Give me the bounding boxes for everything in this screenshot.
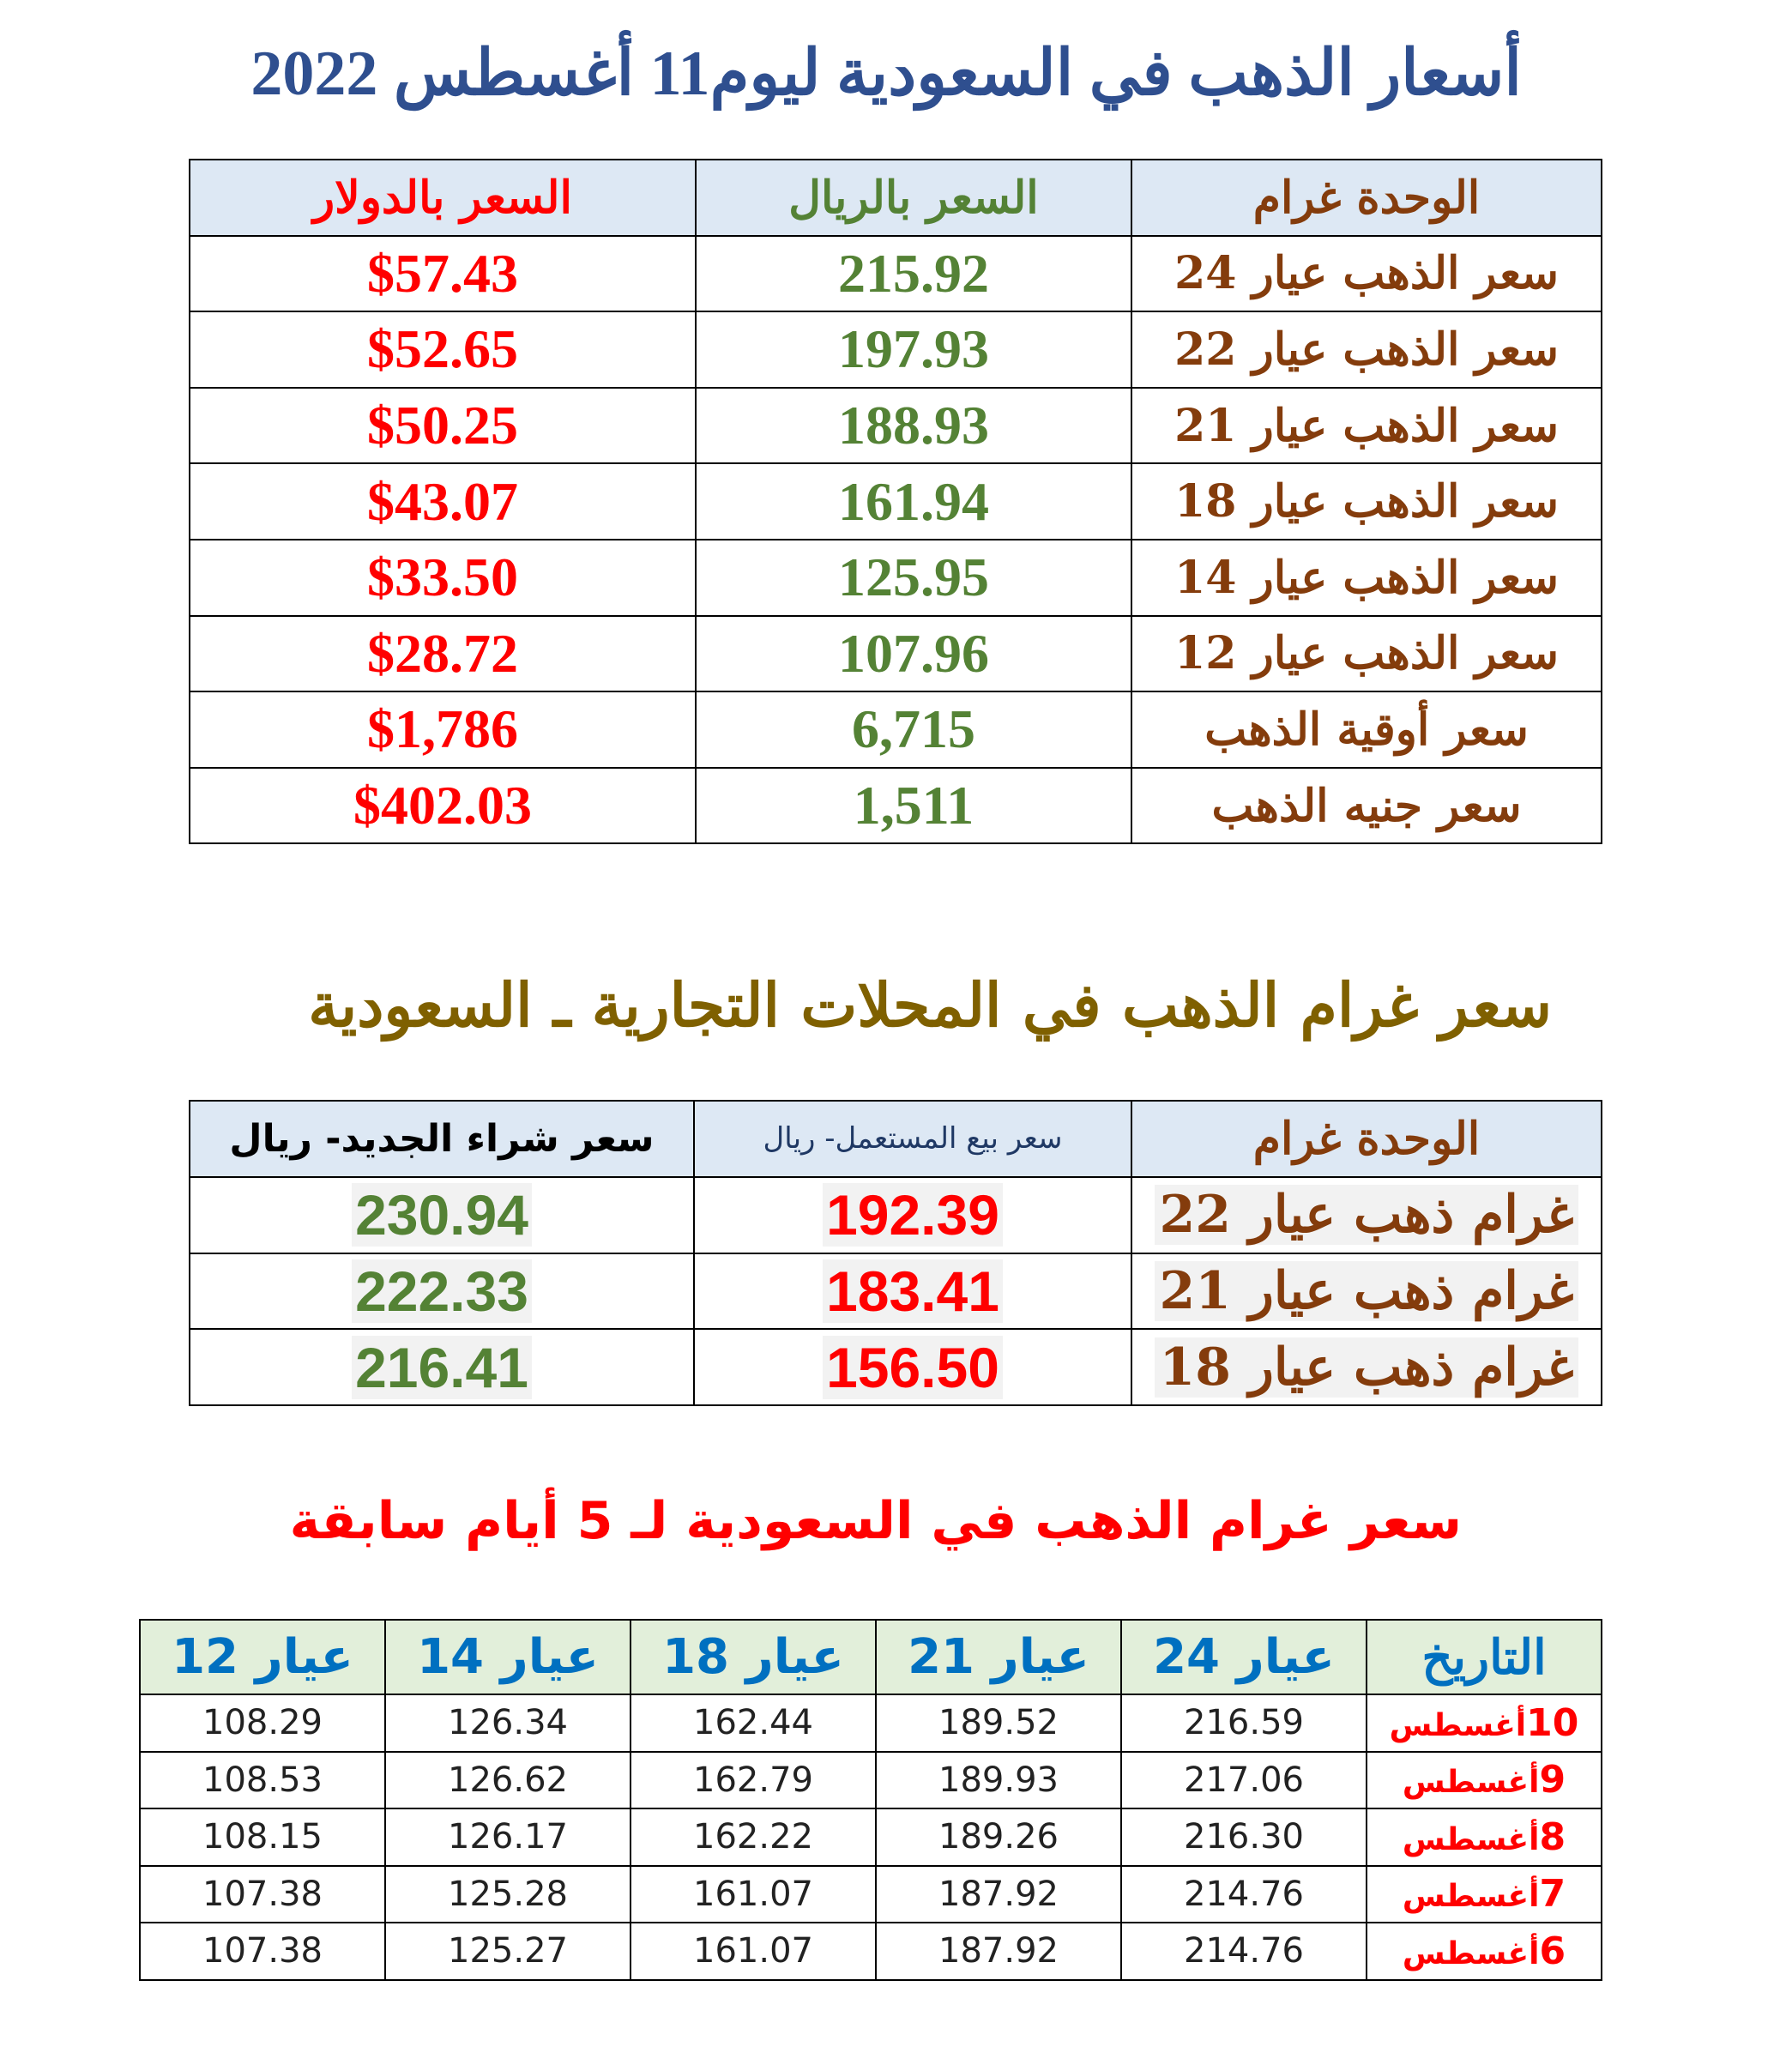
unit-cell: سعر الذهب عيار 24 <box>1131 236 1602 312</box>
date-cell <box>1367 1866 1602 1923</box>
column-header-k18: عيار 18 <box>631 1620 876 1694</box>
table-header-row <box>190 1101 1602 1177</box>
date-month: أغسطس <box>1402 1765 1540 1801</box>
column-header-k12: عيار 12 <box>140 1620 385 1694</box>
unit-cell <box>1131 1329 1602 1405</box>
column-header-unit: الوحدة غرام <box>1131 1101 1602 1177</box>
sar-price-cell: 6,715 <box>696 691 1131 768</box>
unit-cell: سعر الذهب عيار 14 <box>1131 540 1602 616</box>
unit-cell <box>1131 1177 1602 1253</box>
new-price-cell <box>190 1329 694 1405</box>
date-cell <box>1367 1923 1602 1980</box>
k18-cell: 162.44 <box>631 1694 876 1752</box>
new-price: 230.94 <box>352 1183 532 1247</box>
usd-price-cell: $57.43 <box>190 236 696 312</box>
table-row <box>190 1329 1602 1405</box>
date-day: 6 <box>1539 1929 1566 1973</box>
k18-cell: 162.79 <box>631 1752 876 1809</box>
shops-section-title: سعر غرام الذهب في المحلات التجارية ـ السعودية <box>308 969 1552 1041</box>
page-title: أسعار الذهب في السعودية ليوم11 أغسطس 2022 <box>250 39 1522 109</box>
k21-cell: 189.93 <box>876 1752 1121 1809</box>
usd-price-cell: $33.50 <box>190 540 696 616</box>
column-header-sar: السعر بالريال <box>696 160 1131 236</box>
used-price-cell <box>694 1329 1131 1405</box>
column-header-k24: عيار 24 <box>1121 1620 1367 1694</box>
sar-price-cell: 125.95 <box>696 540 1131 616</box>
table-row <box>140 1694 1602 1752</box>
table-row <box>190 463 1602 540</box>
k14-cell: 125.28 <box>385 1866 631 1923</box>
k24-cell: 217.06 <box>1121 1752 1367 1809</box>
table-row <box>190 236 1602 312</box>
sar-price-cell: 107.96 <box>696 616 1131 692</box>
table-row <box>190 768 1602 844</box>
date-month: أغسطس <box>1402 1821 1540 1857</box>
k14-cell: 126.17 <box>385 1808 631 1866</box>
column-header-new-buy: سعر شراء الجديد- ريال <box>190 1101 694 1177</box>
unit-cell: سعر جنيه الذهب <box>1131 768 1602 844</box>
table-row <box>190 388 1602 464</box>
unit-cell: سعر الذهب عيار 12 <box>1131 616 1602 692</box>
sar-price-cell: 1,511 <box>696 768 1131 844</box>
used-price: 156.50 <box>823 1336 1003 1399</box>
k12-cell: 107.38 <box>140 1923 385 1980</box>
date-day: 8 <box>1539 1814 1566 1859</box>
table-row <box>140 1866 1602 1923</box>
k12-cell: 108.29 <box>140 1694 385 1752</box>
sar-price-cell: 188.93 <box>696 388 1131 464</box>
k24-cell: 216.59 <box>1121 1694 1367 1752</box>
k18-cell: 162.22 <box>631 1808 876 1866</box>
k18-cell: 161.07 <box>631 1866 876 1923</box>
unit-label: غرام ذهب عيار 22 <box>1155 1185 1579 1245</box>
k24-cell: 214.76 <box>1121 1923 1367 1980</box>
date-month: أغسطس <box>1402 1879 1540 1915</box>
unit-label: غرام ذهب عيار 18 <box>1155 1337 1579 1398</box>
date-month: أغسطس <box>1402 1935 1540 1971</box>
k12-cell: 108.53 <box>140 1752 385 1809</box>
used-price: 192.39 <box>823 1183 1003 1247</box>
k12-cell: 108.15 <box>140 1808 385 1866</box>
date-cell <box>1367 1808 1602 1866</box>
new-price-cell <box>190 1177 694 1253</box>
k21-cell: 187.92 <box>876 1866 1121 1923</box>
table-row <box>190 1253 1602 1330</box>
table-header-row <box>190 160 1602 236</box>
k24-cell: 214.76 <box>1121 1866 1367 1923</box>
unit-label: غرام ذهب عيار 21 <box>1155 1261 1579 1321</box>
used-price: 183.41 <box>823 1259 1003 1323</box>
table-row <box>140 1752 1602 1809</box>
table-row <box>140 1923 1602 1980</box>
table-header-row <box>140 1620 1602 1694</box>
table-row <box>190 311 1602 388</box>
sar-price-cell: 161.94 <box>696 463 1131 540</box>
date-day: 7 <box>1539 1872 1566 1917</box>
k21-cell: 187.92 <box>876 1923 1121 1980</box>
date-cell <box>1367 1752 1602 1809</box>
k12-cell: 107.38 <box>140 1866 385 1923</box>
usd-price-cell: $402.03 <box>190 768 696 844</box>
column-header-used-sell: سعر بيع المستعمل- ريال <box>694 1101 1131 1177</box>
unit-cell: سعر أوقية الذهب <box>1131 691 1602 768</box>
usd-price-cell: $52.65 <box>190 311 696 388</box>
gold-prices-table <box>189 159 1602 844</box>
new-price: 216.41 <box>352 1336 532 1399</box>
table-row <box>190 540 1602 616</box>
new-price-cell <box>190 1253 694 1330</box>
k14-cell: 126.34 <box>385 1694 631 1752</box>
date-day: 9 <box>1539 1758 1566 1802</box>
unit-cell: سعر الذهب عيار 21 <box>1131 388 1602 464</box>
history-section-title: سعر غرام الذهب في السعودية لـ 5 أيام سابقة <box>289 1491 1462 1551</box>
column-header-k21: عيار 21 <box>876 1620 1121 1694</box>
k21-cell: 189.52 <box>876 1694 1121 1752</box>
unit-cell: سعر الذهب عيار 18 <box>1131 463 1602 540</box>
used-price-cell <box>694 1253 1131 1330</box>
usd-price-cell: $43.07 <box>190 463 696 540</box>
new-price: 222.33 <box>352 1259 532 1323</box>
sar-price-cell: 215.92 <box>696 236 1131 312</box>
column-header-date: التاريخ <box>1367 1620 1602 1694</box>
usd-price-cell: $1,786 <box>190 691 696 768</box>
date-month: أغسطس <box>1389 1707 1527 1743</box>
shop-prices-table <box>189 1100 1602 1406</box>
table-row <box>140 1808 1602 1866</box>
k24-cell: 216.30 <box>1121 1808 1367 1866</box>
column-header-k14: عيار 14 <box>385 1620 631 1694</box>
table-row <box>190 1177 1602 1253</box>
k21-cell: 189.26 <box>876 1808 1121 1866</box>
usd-price-cell: $50.25 <box>190 388 696 464</box>
date-cell <box>1367 1694 1602 1752</box>
usd-price-cell: $28.72 <box>190 616 696 692</box>
sar-price-cell: 197.93 <box>696 311 1131 388</box>
unit-cell <box>1131 1253 1602 1330</box>
unit-cell: سعر الذهب عيار 22 <box>1131 311 1602 388</box>
history-table <box>139 1619 1602 1981</box>
date-day: 10 <box>1526 1700 1579 1745</box>
used-price-cell <box>694 1177 1131 1253</box>
k18-cell: 161.07 <box>631 1923 876 1980</box>
k14-cell: 125.27 <box>385 1923 631 1980</box>
table-row <box>190 691 1602 768</box>
table-row <box>190 616 1602 692</box>
column-header-usd: السعر بالدولار <box>190 160 696 236</box>
k14-cell: 126.62 <box>385 1752 631 1809</box>
column-header-unit: الوحدة غرام <box>1131 160 1602 236</box>
